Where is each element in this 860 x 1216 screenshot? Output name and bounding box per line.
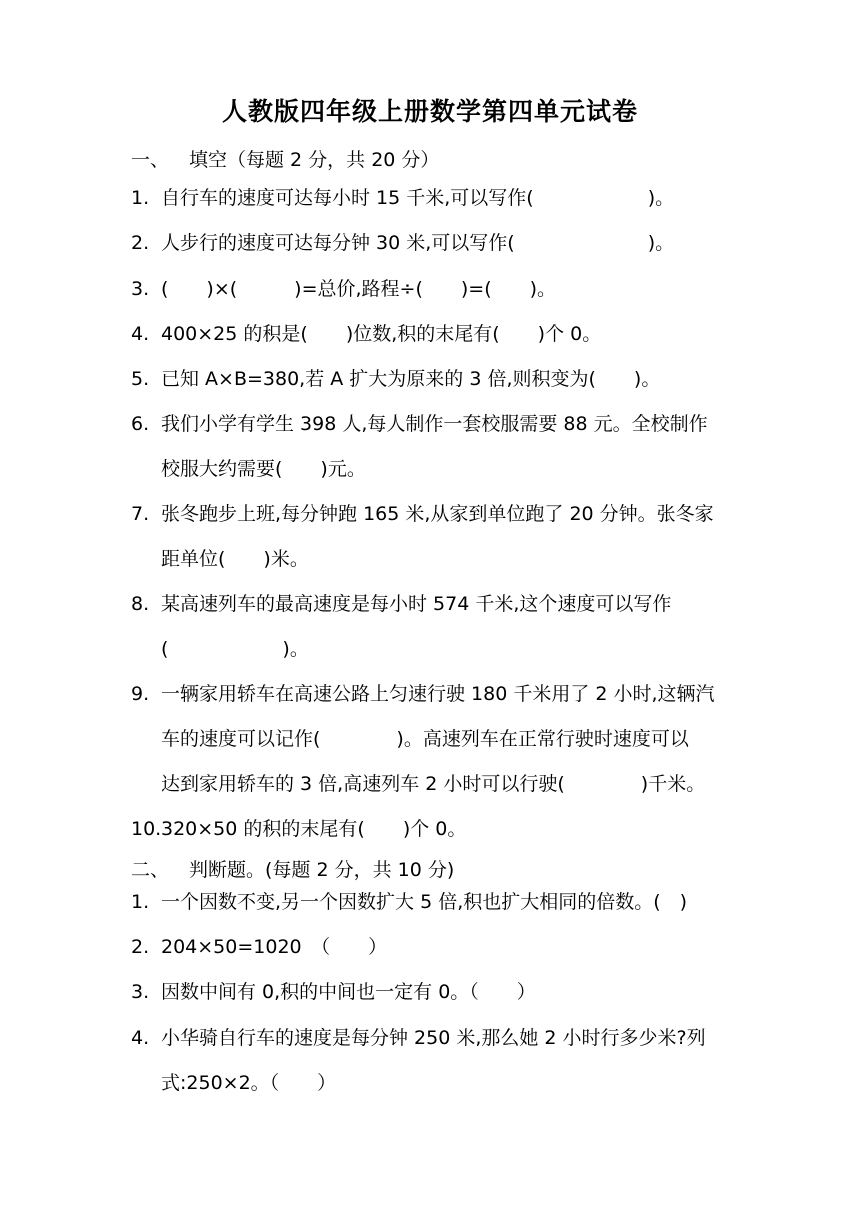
question-number: 4. [131,323,150,345]
question-number: 10. [131,818,162,840]
question-text: 已知 A×B=380,若 A 扩大为原来的 3 倍,则积变为( )。 [161,368,661,390]
page-title: 人教版四年级上册数学第四单元试卷 [221,97,638,126]
question-text: 因数中间有 0,积的中间也一定有 0。（ ） [161,981,536,1003]
question-number: 3. [131,278,150,300]
question-9-continued: 达到家用轿车的 3 倍,高速列车 2 小时可以行驶( )千米。 [161,773,706,795]
section-heading-fill-in [131,145,439,172]
question-text: 204×50=1020 （ ） [161,936,388,958]
question-number: 1. [131,891,150,913]
question-2 [131,231,674,255]
question-7-continued: 距单位( )米。 [161,548,309,570]
section-heading-true-false [131,855,454,882]
judge-question-3 [131,980,536,1004]
question-text: 自行车的速度可达每小时 15 千米,可以写作( )。 [161,187,675,209]
question-number: 9. [131,683,150,705]
question-10 [131,817,466,841]
question-number: 8. [131,593,150,615]
question-number: 4. [131,1027,150,1049]
question-text: 张冬跑步上班,每分钟跑 165 米,从家到单位跑了 20 分钟。张冬家 [161,503,714,525]
section-title: 填空（每题 2 分，共 20 分） [189,149,440,171]
question-3 [131,277,556,301]
section-title: 判断题。(每题 2 分，共 10 分) [189,859,455,881]
question-number: 3. [131,981,150,1003]
question-text: 我们小学有学生 398 人,每人制作一套校服需要 88 元。全校制作 [161,413,708,435]
question-text: 人步行的速度可达每分钟 30 米,可以写作( )。 [161,232,675,254]
question-9-continued: 车的速度可以记作( )。高速列车在正常行驶时速度可以 [161,728,689,750]
question-5 [131,367,660,391]
judge-question-4 [131,1026,706,1050]
judge-question-1 [131,890,687,914]
judge-question-2 [131,935,387,959]
question-6 [131,412,708,436]
question-number: 6. [131,413,150,435]
question-number: 7. [131,503,150,525]
question-8-continued: ( )。 [161,638,309,660]
question-7 [131,502,714,526]
question-text: 一个因数不变,另一个因数扩大 5 倍,积也扩大相同的倍数。( ) [161,891,688,913]
section-number: 二、 [131,859,170,881]
judge-question-4-continued: 式:250×2。（ ） [161,1072,337,1094]
question-1 [131,186,674,210]
question-8 [131,592,671,616]
question-text: ( )×( )=总价,路程÷( )=( )。 [161,278,557,300]
question-text: 400×25 的积是( )位数,积的末尾有( )个 0。 [161,323,602,345]
section-number: 一、 [131,149,170,171]
question-number: 2. [131,232,150,254]
question-4 [131,322,601,346]
question-9 [131,682,715,706]
question-number: 2. [131,936,150,958]
question-6-continued: 校服大约需要( )元。 [161,458,366,480]
question-number: 1. [131,187,150,209]
question-text: 一辆家用轿车在高速公路上匀速行驶 180 千米用了 2 小时,这辆汽 [161,683,715,705]
question-text: 某高速列车的最高速度是每小时 574 千米,这个速度可以写作 [161,593,672,615]
question-text: 小华骑自行车的速度是每分钟 250 米,那么她 2 小时行多少米?列 [161,1027,706,1049]
question-text: 320×50 的积的末尾有( )个 0。 [161,818,467,840]
question-number: 5. [131,368,150,390]
